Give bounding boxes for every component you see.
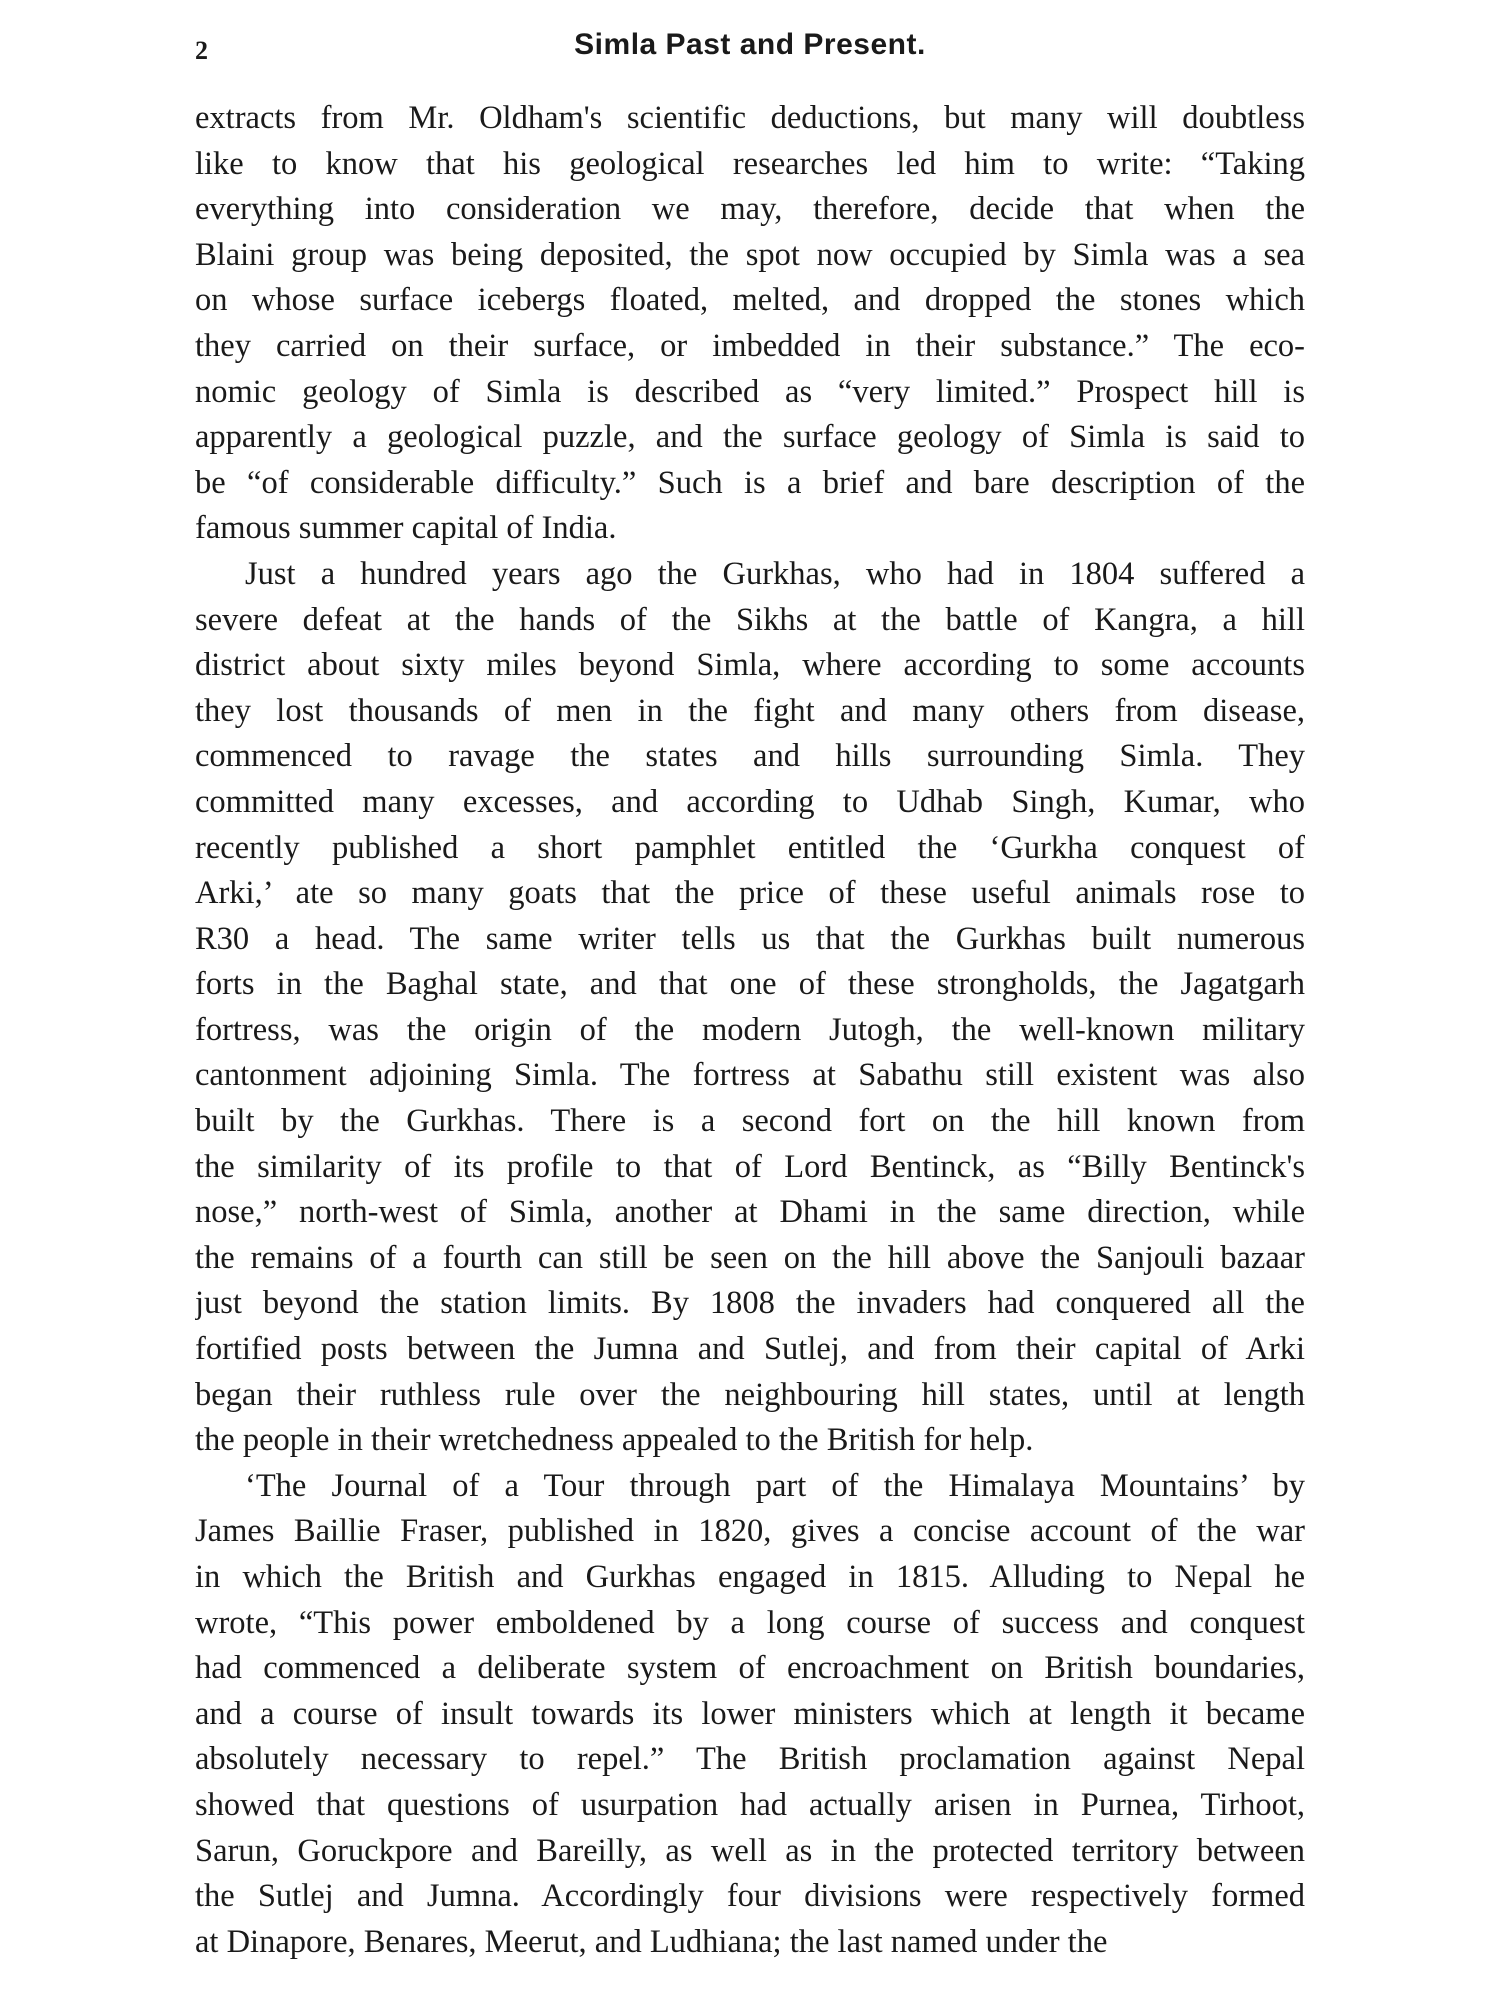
text-line: James Baillie Fraser, published in 1820, gives a concise account of the war: [195, 1513, 1305, 1550]
text-line: severe defeat at the hands of the Sikhs at the battle of Kangra, a hill: [195, 601, 1305, 638]
text-line: ‘The Journal of a Tour through part of the Himalaya Mountains’ by: [245, 1467, 1305, 1504]
text-line: committed many excesses, and according to Udhab Singh, Kumar, who: [195, 783, 1305, 820]
running-title: Simla Past and Present.: [574, 28, 926, 61]
text-line: they lost thousands of men in the fight and many others from disease,: [195, 692, 1305, 729]
text-line: fortress, was the origin of the modern Jutogh, the well-known military: [195, 1011, 1305, 1048]
text-line: and a course of insult towards its lower ministers which at length it became: [195, 1695, 1305, 1732]
text-line: be “of considerable difficulty.” Such is a brief and bare description of the: [195, 464, 1305, 501]
body-text: [195, 96, 1305, 1965]
text-line: Just a hundred years ago the Gurkhas, who had in 1804 suffered a: [245, 555, 1305, 592]
text-line: the remains of a fourth can still be seen on the hill above the Sanjouli bazaar: [195, 1239, 1305, 1276]
text-line: the similarity of its profile to that of Lord Bentinck, as “Billy Bentinck's: [195, 1148, 1305, 1185]
text-line: wrote, “This power emboldened by a long course of success and conquest: [195, 1604, 1305, 1641]
paragraph: [195, 1464, 1305, 1966]
text-line: on whose surface icebergs floated, melted, and dropped the stones which: [195, 282, 1305, 319]
text-line: began their ruthless rule over the neighbouring hill states, until at length: [195, 1376, 1305, 1413]
text-line: commenced to ravage the states and hills surrounding Simla. They: [195, 738, 1305, 775]
text-line: Arki,’ ate so many goats that the price of these useful animals rose to: [195, 875, 1305, 912]
text-line: absolutely necessary to repel.” The British proclamation against Nepal: [195, 1741, 1305, 1778]
text-line: they carried on their surface, or imbedded in their substance.” The eco-: [195, 327, 1305, 364]
text-line: built by the Gurkhas. There is a second fort on the hill known from: [195, 1103, 1305, 1140]
text-line: nose,” north-west of Simla, another at Dhami in the same direction, while: [195, 1194, 1305, 1231]
text-line: fortified posts between the Jumna and Sutlej, and from their capital of Arki: [195, 1331, 1305, 1368]
text-line: forts in the Baghal state, and that one of these strongholds, the Jagatgarh: [195, 966, 1305, 1003]
text-line: showed that questions of usurpation had actually arisen in Purnea, Tirhoot,: [195, 1786, 1305, 1823]
text-line: just beyond the station limits. By 1808 the invaders had conquered all the: [195, 1285, 1305, 1322]
page-number: 2: [195, 36, 208, 65]
paragraph: [195, 96, 1305, 552]
paragraph: [195, 552, 1305, 1464]
running-head: [195, 28, 1305, 72]
text-line: recently published a short pamphlet entitled the ‘Gurkha conquest of: [195, 829, 1305, 866]
text-line: everything into consideration we may, therefore, decide that when the: [195, 191, 1305, 228]
text-line: in which the British and Gurkhas engaged in 1815. Alluding to Nepal he: [195, 1559, 1305, 1595]
text-line: had commenced a deliberate system of encroachment on British boundaries,: [195, 1650, 1305, 1687]
text-line: the Sutlej and Jumna. Accordingly four divisions were respectively formed: [195, 1878, 1305, 1915]
text-line: cantonment adjoining Simla. The fortress at Sabathu still existent was also: [195, 1057, 1305, 1094]
text-line: apparently a geological puzzle, and the surface geology of Simla is said to: [195, 419, 1305, 456]
text-line: nomic geology of Simla is described as “very limited.” Prospect hill is: [195, 373, 1305, 410]
text-line: famous summer capital of India.: [195, 510, 617, 547]
text-line: at Dinapore, Benares, Meerut, and Ludhiana; the last named under the: [195, 1923, 1108, 1960]
text-line: R30 a head. The same writer tells us that the Gurkhas built numerous: [195, 920, 1305, 957]
text-line: the people in their wretchedness appealed to the British for help.: [195, 1422, 1034, 1459]
text-line: like to know that his geological researches led him to write: “Taking: [195, 145, 1305, 182]
text-line: district about sixty miles beyond Simla, where according to some accounts: [195, 647, 1305, 684]
text-line: extracts from Mr. Oldham's scientific deductions, but many will doubtless: [195, 100, 1305, 136]
text-line: Blaini group was being deposited, the spot now occupied by Simla was a sea: [195, 236, 1305, 273]
text-line: Sarun, Goruckpore and Bareilly, as well as in the protected territory between: [195, 1832, 1305, 1869]
